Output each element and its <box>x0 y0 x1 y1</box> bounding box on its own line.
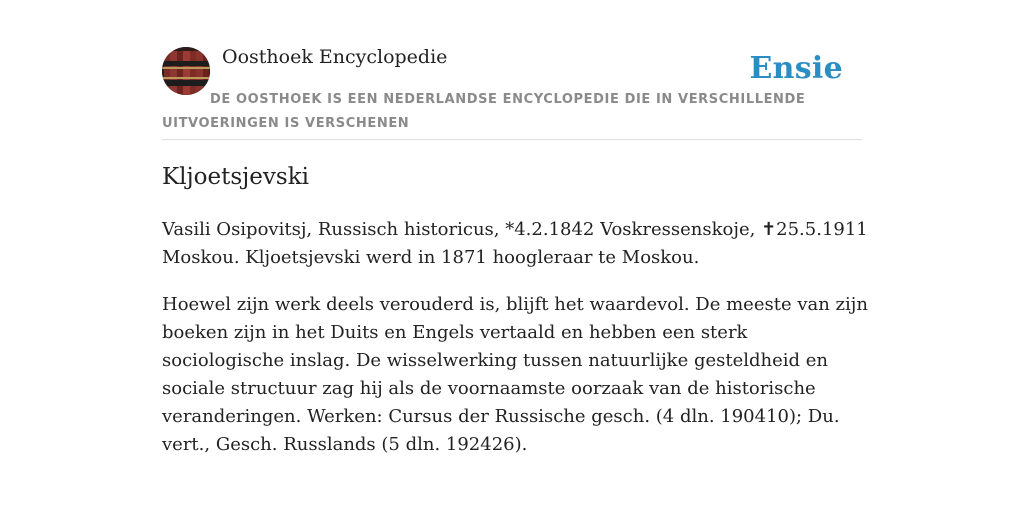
article-paragraph: Hoewel zijn werk deels verouderd is, blijft het waardevol. De meeste van zijn boeken zijn in het Duits en Engels vertaald en hebben een sterk sociologische inslag. De wisselwerking tussen natuurlijke gesteldheid en sociale structuur zag hij als de voornaamste oorzaak van de historische veranderingen. Werken: Cursus der Russische gesch. (4 dln. 190410); Du. vert., Gesch. Russlands (5 dln. 192426). <box>162 294 868 455</box>
article-paragraph: Vasili Osipovitsj, Russisch historicus, *4.2.1842 Voskressenskoje, ✝25.5.1911 Moskou. Kljoetsjevski werd in 1871 hoogleraar te Moskou. <box>162 219 868 268</box>
article-title: Kljoetsjevski <box>162 164 310 190</box>
site-header <box>162 0 862 140</box>
brand-logo[interactable]: Ensie <box>749 51 843 86</box>
site-name[interactable]: Oosthoek Encyclopedie <box>222 46 448 68</box>
page-container <box>162 0 868 455</box>
site-tagline: DE OOSTHOEK IS EEN NEDERLANDSE ENCYCLOPEDIE DIE IN VERSCHILLENDE UITVOERINGEN IS VERSCHENEN <box>162 92 806 131</box>
